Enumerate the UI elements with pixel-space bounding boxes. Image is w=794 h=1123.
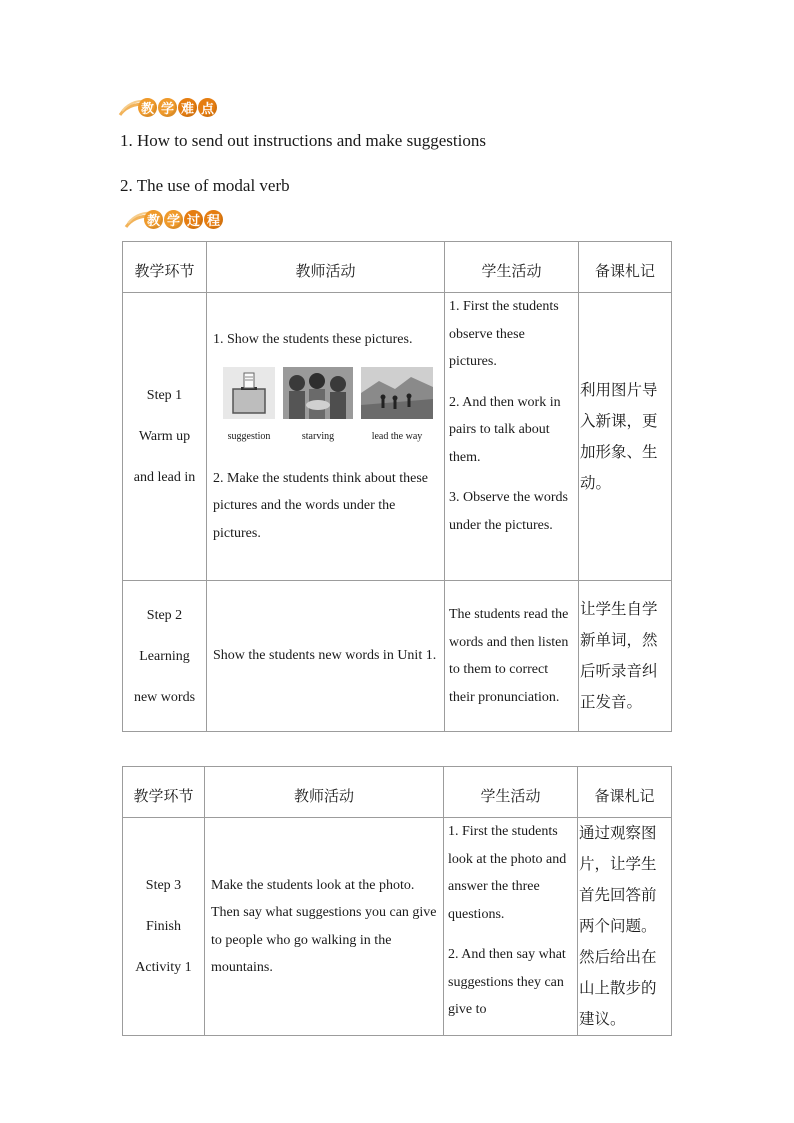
table-header-row — [123, 242, 672, 293]
table-row — [123, 581, 672, 732]
step-label: and lead in — [133, 470, 196, 485]
table-header-row — [123, 767, 672, 818]
step-label: Learning — [139, 648, 190, 664]
hikers-icon — [361, 367, 433, 419]
header-stage: 教学环节 — [123, 767, 205, 818]
picture-caption: starving — [301, 431, 335, 443]
student-activity-text: 1. First the students look at the photo and answer the three questions. — [448, 824, 567, 922]
step-label: Finish — [145, 919, 181, 934]
heading-char: 难 — [178, 98, 197, 117]
step-label: Activity 1 — [135, 960, 192, 975]
student-activity-cell: The students read the words and then listen to them to correct their pronunciation. — [445, 581, 579, 732]
difficulty-item: 2. The use of modal verb — [120, 176, 290, 195]
header-teacher: 教师活动 — [207, 242, 445, 293]
step-cell — [123, 818, 205, 1036]
difficulty-item: 1. How to send out instructions and make suggestions — [120, 131, 486, 150]
student-activity-text: 3. Observe the words under the pictures. — [449, 490, 568, 533]
heading-char: 程 — [204, 210, 223, 229]
heading-char: 教 — [138, 98, 157, 117]
header-stage: 教学环节 — [123, 242, 207, 293]
teacher-activity-cell — [207, 293, 445, 581]
header-student: 学生活动 — [444, 767, 578, 818]
step-label: Warm up — [138, 429, 191, 444]
student-activity-cell — [445, 293, 579, 581]
picture-row — [223, 367, 440, 451]
header-notes: 备课札记 — [579, 242, 672, 293]
heading-char: 点 — [198, 98, 217, 117]
picture — [361, 367, 433, 451]
section-heading-difficulties — [118, 95, 218, 119]
student-activity-cell — [444, 818, 578, 1036]
table-row — [123, 293, 672, 581]
heading-char: 教 — [144, 210, 163, 229]
section-heading-process — [124, 207, 224, 231]
table-row — [123, 818, 672, 1036]
teacher-activity-text: 2. Make the students think about these pictures and the words under the pictures. — [213, 470, 429, 541]
lesson-table-2 — [122, 766, 672, 1036]
notes-cell: 利用图片导入新课，更加形象、生动。 — [579, 293, 672, 581]
teacher-activity-cell: Show the students new words in Unit 1. — [207, 581, 445, 732]
step-cell — [123, 293, 207, 581]
picture — [223, 367, 275, 451]
student-activity-text: 2. And then say what suggestions they can give to — [448, 947, 566, 1017]
picture-caption: lead the way — [371, 431, 423, 443]
header-student: 学生活动 — [445, 242, 579, 293]
picture — [283, 367, 353, 451]
step-label: Step 3 — [145, 878, 182, 893]
notes-cell: 通过观察图片，让学生首先回答前两个问题。然后给出在山上散步的建议。 — [578, 818, 672, 1036]
student-activity-text: 1. First the students observe these pictures. — [449, 299, 559, 369]
student-activity-text: 2. And then work in pairs to talk about them. — [449, 394, 561, 465]
heading-char: 学 — [158, 98, 177, 117]
lesson-table-1 — [122, 241, 672, 732]
heading-char: 学 — [164, 210, 183, 229]
step-label: new words — [133, 689, 196, 705]
step-label: Step 1 — [146, 388, 183, 403]
header-notes: 备课札记 — [578, 767, 672, 818]
ballot-box-icon — [223, 367, 275, 419]
notes-cell: 让学生自学新单词，然后听录音纠正发音。 — [579, 581, 672, 732]
step-label: Step 2 — [146, 607, 183, 623]
heading-char: 过 — [184, 210, 203, 229]
children-icon — [283, 367, 353, 419]
step-cell — [123, 581, 207, 732]
header-teacher: 教师活动 — [205, 767, 444, 818]
picture-caption: suggestion — [227, 431, 271, 443]
teacher-activity-text: 1. Show the students these pictures. — [213, 331, 413, 347]
teacher-activity-cell: Make the students look at the photo. Then say what suggestions you can give to people who go walking in the mountains. — [205, 818, 444, 1036]
